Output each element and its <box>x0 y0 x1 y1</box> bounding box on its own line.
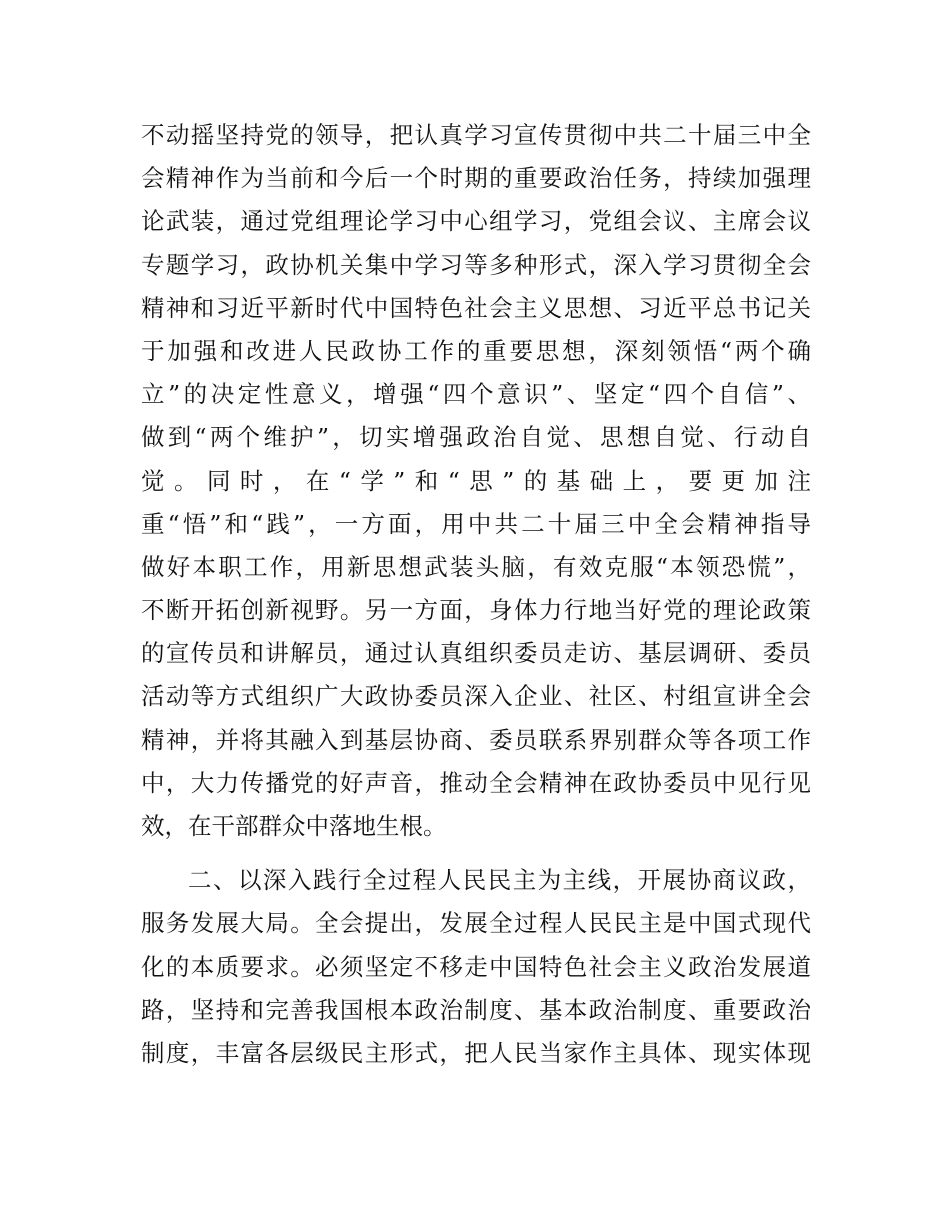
text-line: 不断开拓创新视野。另一方面，身体力行地当好党的理论政策 <box>141 596 811 625</box>
text-line: 专题学习，政协机关集中学习等多种形式，深入学习贯彻全会 <box>141 250 811 279</box>
text-line: 中，大力传播党的好声音，推动全会精神在政协委员中见行见 <box>141 768 811 797</box>
text-line: 的宣传员和讲解员，通过认真组织委员走访、基层调研、委员 <box>141 639 811 668</box>
text-line: 效，在干部群众中落地生根。 <box>141 812 447 840</box>
text-line: 觉。同时，在“学”和“思”的基础上，要更加注 <box>141 466 811 495</box>
text-line: 做好本职工作，用新思想武装头脑，有效克服“本领恐慌”， <box>141 552 811 581</box>
text-line: 论武装，通过党组理论学习中心组学习，党组会议、主席会议 <box>141 207 811 236</box>
text-line: 二、以深入践行全过程人民民主为主线，开展协商议政， <box>188 866 811 895</box>
document-body <box>141 114 811 1075</box>
text-line: 制度，丰富各层级民主形式，把人民当家作主具体、现实体现 <box>141 1038 811 1067</box>
paragraph-1 <box>141 114 811 848</box>
text-line: 重“悟”和“践”，一方面，用中共二十届三中全会精神指导 <box>141 509 811 538</box>
text-line: 不动摇坚持党的领导，把认真学习宣传贯彻中共二十届三中全 <box>141 121 811 149</box>
text-line: 化的本质要求。必须坚定不移走中国特色社会主义政治发展道 <box>141 952 811 981</box>
text-line: 路，坚持和完善我国根本政治制度、基本政治制度、重要政治 <box>141 995 811 1024</box>
text-line: 做到“两个维护”，切实增强政治自觉、思想自觉、行动自 <box>141 423 811 452</box>
text-line: 精神和习近平新时代中国特色社会主义思想、习近平总书记关 <box>141 293 811 322</box>
paragraph-2 <box>141 859 811 1075</box>
text-line: 会精神作为当前和今后一个时期的重要政治任务，持续加强理 <box>141 164 811 193</box>
text-line: 于加强和改进人民政协工作的重要思想，深刻领悟“两个确 <box>141 336 811 365</box>
text-line: 服务发展大局。全会提出，发展全过程人民民主是中国式现代 <box>141 909 811 938</box>
text-line: 立”的决定性意义，增强“四个意识”、坚定“四个自信”、 <box>141 380 811 409</box>
text-line: 活动等方式组织广大政协委员深入企业、社区、村组宣讲全会 <box>141 682 811 711</box>
text-line: 精神，并将其融入到基层协商、委员联系界别群众等各项工作 <box>141 725 811 754</box>
